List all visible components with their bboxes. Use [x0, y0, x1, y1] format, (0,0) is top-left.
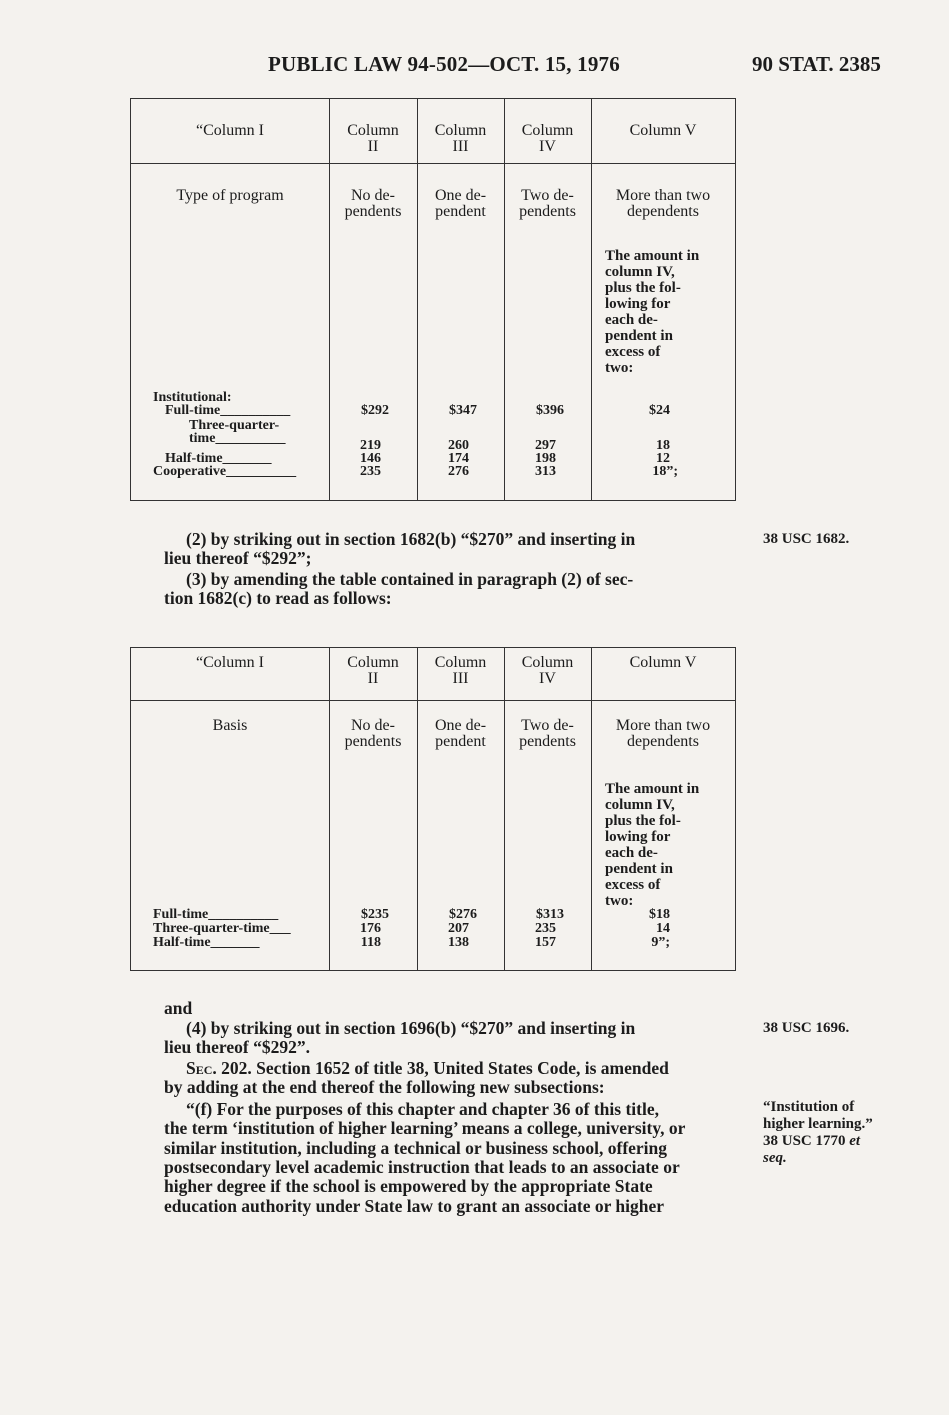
subsection-f-line-5: higher degree if the school is empowered by the appropriate State — [164, 1176, 653, 1196]
col-header-4: Column IV — [521, 122, 574, 155]
subheader-5: More than two dependents — [615, 717, 711, 750]
subheader-5: More than two dependents — [615, 187, 711, 220]
col-header-1: “Column I — [196, 122, 264, 139]
group-label: Institutional: — [153, 390, 232, 405]
col-header-1: “Column I — [196, 654, 264, 671]
section-202-cont: by adding at the end thereof the following new subsections: — [164, 1077, 605, 1097]
col-header-3: Column III — [434, 122, 487, 155]
cell: 12 — [656, 451, 670, 466]
row-label: Half-time_______ — [165, 451, 272, 466]
cell: 235 — [535, 921, 556, 936]
row-label: Three-quarter- time__________ — [189, 418, 286, 446]
subheader-3: One de- pendent — [434, 187, 487, 220]
cell: 146 — [360, 451, 381, 466]
col5-note: The amount in column IV, plus the fol- lowing for each de- pendent in excess of two: — [605, 248, 700, 376]
cell: $18 — [649, 907, 670, 922]
margin-note-usc-1696: 38 USC 1696. — [763, 1020, 850, 1036]
cell: 18 — [656, 438, 670, 453]
cell: 235 — [360, 464, 381, 479]
paragraph-3: (3) by amending the table contained in paragraph (2) of sec- — [186, 569, 634, 589]
paragraph-2-cont: lieu thereof “$292”; — [164, 548, 312, 568]
subheader-3: One de- pendent — [434, 717, 487, 750]
cell: 138 — [448, 935, 469, 950]
cell: 174 — [448, 451, 469, 466]
paragraph-2: (2) by striking out in section 1682(b) “$270” and inserting in — [186, 529, 636, 549]
page-title: PUBLIC LAW 94-502—OCT. 15, 1976 — [268, 52, 620, 76]
cell: 14 — [656, 921, 670, 936]
subheader-1: Basis — [212, 717, 248, 734]
cell: 207 — [448, 921, 469, 936]
subsection-f-line-1: “(f) For the purposes of this chapter and chapter 36 of this title, — [186, 1099, 659, 1119]
row-label: Full-time__________ — [153, 907, 279, 922]
paragraph-4: (4) by striking out in section 1696(b) “$270” and inserting in — [186, 1018, 636, 1038]
row-label: Half-time_______ — [153, 935, 260, 950]
cell: 157 — [535, 935, 556, 950]
rate-table-1 — [130, 98, 736, 501]
subsection-f-line-6: education authority under State law to grant an associate or higher — [164, 1196, 665, 1216]
col-header-4: Column IV — [521, 654, 574, 687]
col-header-5: Column V — [629, 122, 697, 139]
col5-note: The amount in column IV, plus the fol- lowing for each de- pendent in excess of two: — [605, 781, 700, 909]
subsection-f-line-3: similar institution, including a technical or business school, offering — [164, 1138, 668, 1158]
section-202: Sec. 202. Section 1652 of title 38, United States Code, is amended — [186, 1058, 669, 1078]
col-header-2: Column II — [347, 122, 399, 155]
cell: 118 — [360, 935, 381, 950]
rate-table-2 — [130, 647, 736, 971]
subsection-f-line-2: the term ‘institution of higher learning’ means a college, university, or — [164, 1118, 686, 1138]
paragraph-4-cont: lieu thereof “$292”. — [164, 1037, 310, 1057]
subsection-f-line-4: postsecondary level academic instruction that leads to an associate or — [164, 1157, 680, 1177]
cell: $396 — [536, 403, 564, 418]
cell: 276 — [448, 464, 469, 479]
cell: 260 — [448, 438, 469, 453]
cell: $292 — [361, 403, 389, 418]
subheader-1: Type of program — [176, 187, 284, 204]
subheader-2: No de- pendents — [344, 717, 402, 750]
subheader-2: No de- pendents — [344, 187, 402, 220]
margin-note-usc-1682: 38 USC 1682. — [763, 531, 850, 547]
cell: 313 — [535, 464, 556, 479]
cell: 9”; — [651, 935, 670, 950]
cell: 176 — [360, 921, 381, 936]
cell: $24 — [649, 403, 670, 418]
row-label: Full-time__________ — [165, 403, 291, 418]
margin-note-institution: “Institution of higher learning.” 38 USC 1770 et seq. — [763, 1099, 873, 1166]
subheader-4: Two de- pendents — [519, 717, 576, 750]
page-header — [0, 0, 949, 90]
cell: 219 — [360, 438, 381, 453]
subheader-4: Two de- pendents — [519, 187, 576, 220]
col-header-2: Column II — [347, 654, 399, 687]
row-label: Three-quarter-time___ — [153, 921, 291, 936]
row-label: Cooperative__________ — [153, 464, 297, 479]
cell: 198 — [535, 451, 556, 466]
cell: $313 — [536, 907, 564, 922]
statute-page-number: 90 STAT. 2385 — [752, 52, 881, 76]
cell: $276 — [449, 907, 477, 922]
paragraph-3-cont: tion 1682(c) to read as follows: — [164, 588, 392, 608]
col-header-5: Column V — [629, 654, 697, 671]
and-text: and — [164, 998, 193, 1018]
cell: 297 — [535, 438, 556, 453]
col-header-3: Column III — [434, 654, 487, 687]
cell: $235 — [361, 907, 389, 922]
cell: 18”; — [652, 464, 678, 479]
cell: $347 — [449, 403, 477, 418]
